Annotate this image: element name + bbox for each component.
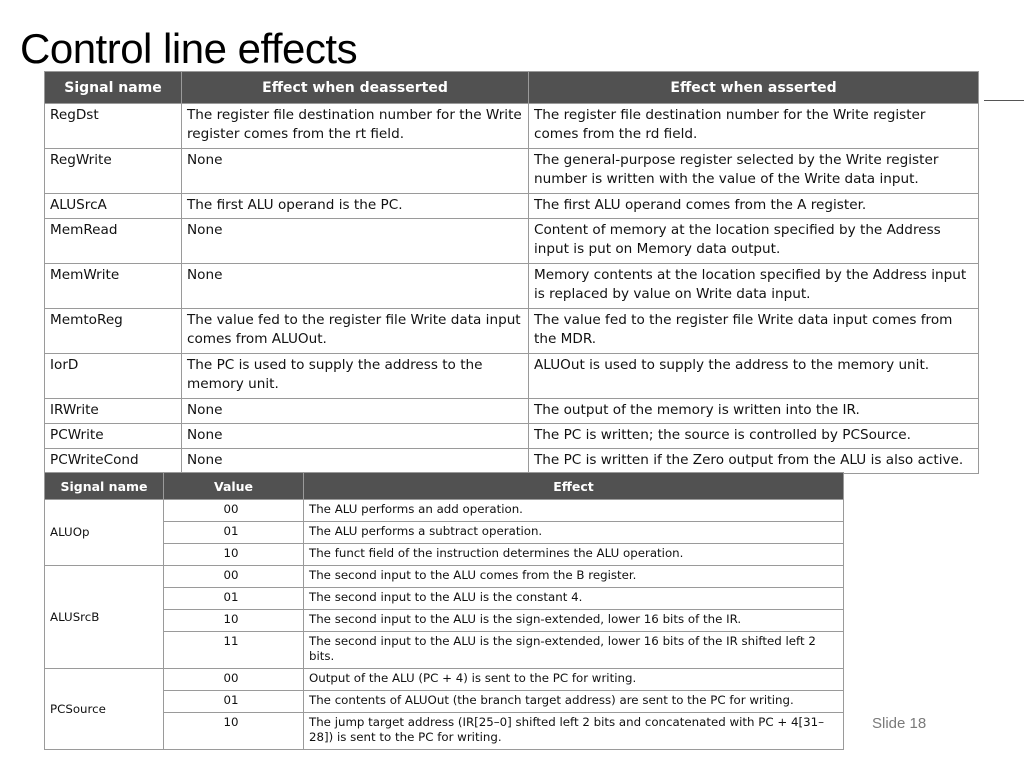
- table-row: [45, 500, 844, 522]
- table-row: [45, 632, 844, 669]
- effect-asserted: Content of memory at the location specified by the Address input is put on Memory data output.: [529, 219, 979, 264]
- table-row: [45, 194, 979, 219]
- signal-effect: The second input to the ALU is the sign-extended, lower 16 bits of the IR.: [304, 610, 844, 632]
- table-row: [45, 588, 844, 610]
- effect-asserted: The register file destination number for the Write register comes from the rd field.: [529, 104, 979, 149]
- signal-name: IRWrite: [45, 399, 182, 424]
- slide-number: Slide 18: [872, 715, 927, 732]
- signal-value: 00: [164, 566, 304, 588]
- signal-value: 01: [164, 522, 304, 544]
- signal-effect: The ALU performs a subtract operation.: [304, 522, 844, 544]
- signal-value: 00: [164, 669, 304, 691]
- signal-effect: The jump target address (IR[25–0] shifted left 2 bits and concatenated with PC + 4[31–28]) is sent to the PC for writing.: [304, 713, 844, 750]
- effect-deasserted: None: [182, 424, 529, 449]
- control-signals-table: [44, 71, 979, 474]
- signal-name: PCSource: [45, 669, 164, 750]
- signal-name: RegWrite: [45, 149, 182, 194]
- signal-effect: The funct field of the instruction determines the ALU operation.: [304, 544, 844, 566]
- header-effect-deasserted: Effect when deasserted: [182, 72, 529, 104]
- effect-deasserted: The value fed to the register file Write data input comes from ALUOut.: [182, 309, 529, 354]
- table-row: [45, 449, 979, 474]
- signal-name: PCWrite: [45, 424, 182, 449]
- signal-name: IorD: [45, 354, 182, 399]
- effect-asserted: The PC is written; the source is controlled by PCSource.: [529, 424, 979, 449]
- table-row: [45, 219, 979, 264]
- table-row: [45, 104, 979, 149]
- signal-effect: The ALU performs an add operation.: [304, 500, 844, 522]
- table-row: [45, 669, 844, 691]
- signal-value: 01: [164, 691, 304, 713]
- signal-effect: The second input to the ALU comes from the B register.: [304, 566, 844, 588]
- effect-asserted: The value fed to the register file Write data input comes from the MDR.: [529, 309, 979, 354]
- table-row: [45, 309, 979, 354]
- effect-deasserted: None: [182, 149, 529, 194]
- signal-value: 10: [164, 544, 304, 566]
- signal-name: PCWriteCond: [45, 449, 182, 474]
- effect-asserted: The PC is written if the Zero output from the ALU is also active.: [529, 449, 979, 474]
- signal-name: ALUSrcA: [45, 194, 182, 219]
- signal-effect: The second input to the ALU is the constant 4.: [304, 588, 844, 610]
- table-row: [45, 424, 979, 449]
- signal-effect: The contents of ALUOut (the branch target address) are sent to the PC for writing.: [304, 691, 844, 713]
- multibit-signals-table: [44, 472, 844, 750]
- header-effect-asserted: Effect when asserted: [529, 72, 979, 104]
- signal-effect: The second input to the ALU is the sign-extended, lower 16 bits of the IR shifted left 2 bits.: [304, 632, 844, 669]
- table-row: [45, 544, 844, 566]
- slide-title: Control line effects: [20, 25, 358, 72]
- effect-asserted: The first ALU operand comes from the A register.: [529, 194, 979, 219]
- signal-name: MemWrite: [45, 264, 182, 309]
- effect-deasserted: None: [182, 219, 529, 264]
- signal-name: ALUSrcB: [45, 566, 164, 669]
- effect-asserted: Memory contents at the location specified by the Address input is replaced by value on Write data input.: [529, 264, 979, 309]
- signal-value: 11: [164, 632, 304, 669]
- table-row: [45, 149, 979, 194]
- effect-asserted: The general-purpose register selected by the Write register number is written with the value of the Write data input.: [529, 149, 979, 194]
- effect-deasserted: The PC is used to supply the address to the memory unit.: [182, 354, 529, 399]
- header-signal-name: Signal name: [45, 473, 164, 500]
- signal-value: 10: [164, 610, 304, 632]
- signal-effect: Output of the ALU (PC + 4) is sent to the PC for writing.: [304, 669, 844, 691]
- table-row: [45, 354, 979, 399]
- table-row: [45, 610, 844, 632]
- signal-name: RegDst: [45, 104, 182, 149]
- effect-asserted: The output of the memory is written into the IR.: [529, 399, 979, 424]
- table-row: [45, 399, 979, 424]
- signal-name: MemtoReg: [45, 309, 182, 354]
- table-row: [45, 522, 844, 544]
- signal-name: MemRead: [45, 219, 182, 264]
- effect-deasserted: None: [182, 399, 529, 424]
- table-row: [45, 566, 844, 588]
- signal-value: 00: [164, 500, 304, 522]
- header-value: Value: [164, 473, 304, 500]
- header-effect: Effect: [304, 473, 844, 500]
- table-row: [45, 713, 844, 750]
- signal-value: 10: [164, 713, 304, 750]
- effect-deasserted: The first ALU operand is the PC.: [182, 194, 529, 219]
- table-header-row: [45, 72, 979, 104]
- effect-deasserted: None: [182, 449, 529, 474]
- header-signal-name: Signal name: [45, 72, 182, 104]
- table-row: [45, 691, 844, 713]
- effect-deasserted: The register file destination number for the Write register comes from the rt field.: [182, 104, 529, 149]
- table-header-row: [45, 473, 844, 500]
- signal-name: ALUOp: [45, 500, 164, 566]
- divider-line: [984, 100, 1024, 101]
- effect-asserted: ALUOut is used to supply the address to the memory unit.: [529, 354, 979, 399]
- table-row: [45, 264, 979, 309]
- signal-value: 01: [164, 588, 304, 610]
- effect-deasserted: None: [182, 264, 529, 309]
